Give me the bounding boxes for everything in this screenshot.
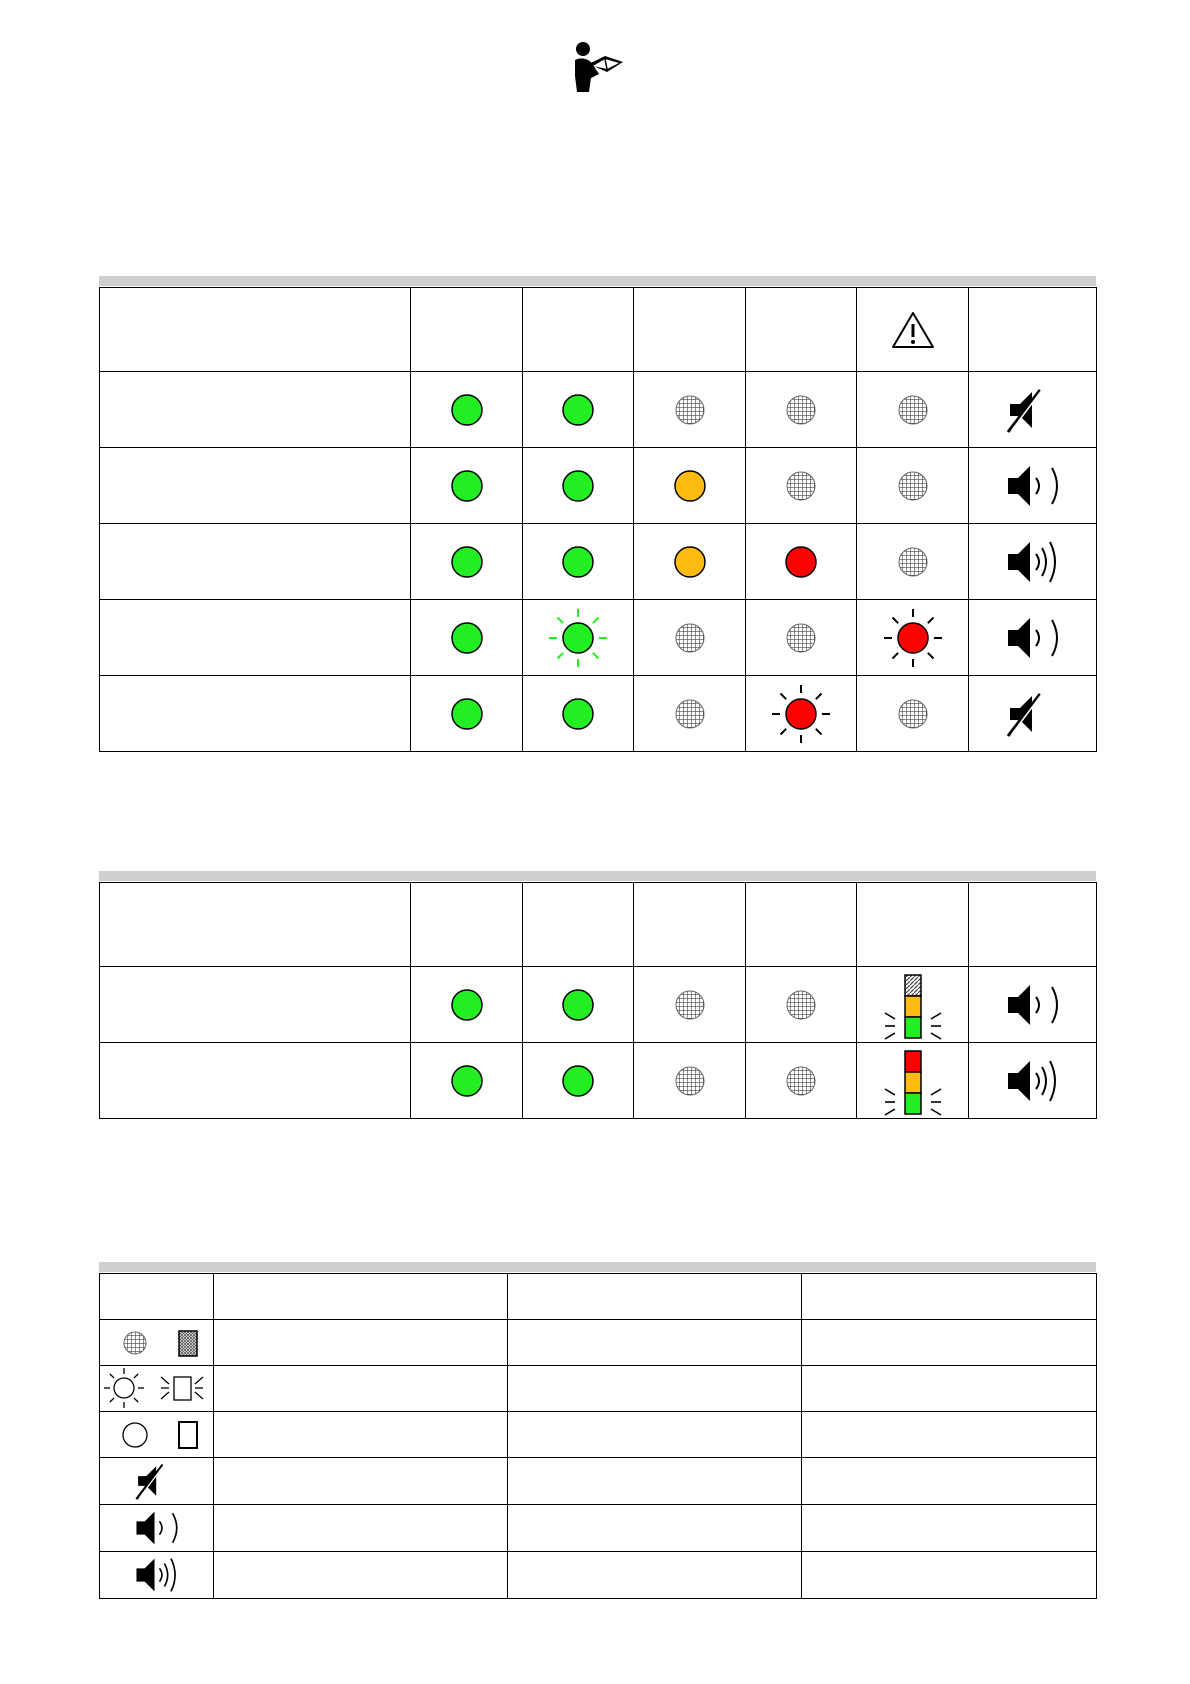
status-table-1 <box>99 287 1097 752</box>
lamp-off-icon <box>878 375 948 445</box>
speaker-one-wave-icon <box>127 1505 187 1551</box>
lamp-off-icon <box>655 603 725 673</box>
table2-cell <box>523 1043 634 1119</box>
legend-description-cell <box>508 1552 802 1599</box>
legend-description-cell <box>214 1505 508 1552</box>
legend-description-cell <box>508 1505 802 1552</box>
table1-header-bar <box>99 276 1096 286</box>
signal-tower-icon <box>878 969 948 1041</box>
table1-cell <box>746 600 857 676</box>
table1-row <box>100 600 1097 676</box>
table1-cell <box>969 372 1097 448</box>
table2-header-cell <box>969 883 1097 967</box>
table2-cell <box>857 1043 969 1119</box>
table1-cell <box>411 676 523 752</box>
legend-header-cell <box>100 1274 214 1320</box>
table1-row <box>100 448 1097 524</box>
speaker-two-waves-icon <box>998 1053 1068 1109</box>
lamp-off-icon <box>655 679 725 749</box>
table2-cell <box>857 967 969 1043</box>
legend-row <box>100 1458 1097 1505</box>
legend-row <box>100 1366 1097 1412</box>
table2-cell <box>746 1043 857 1119</box>
speaker-two-waves-icon <box>998 534 1068 590</box>
lamp-on-icon <box>432 375 502 445</box>
table2-cell <box>523 967 634 1043</box>
table1-header-row <box>100 288 1097 372</box>
lamp-on-icon <box>432 603 502 673</box>
table1-header-cell <box>523 288 634 372</box>
lamp-on-icon <box>432 1046 502 1116</box>
table1-row <box>100 524 1097 600</box>
table2-cell <box>411 1043 523 1119</box>
status-table-2 <box>99 882 1097 1119</box>
lamp-off-icon <box>878 451 948 521</box>
table2-header-cell <box>746 883 857 967</box>
table2-cell <box>411 967 523 1043</box>
lamp-on-icon <box>432 679 502 749</box>
table1-row <box>100 676 1097 752</box>
table2-header-bar <box>99 871 1096 881</box>
table1-header-label <box>100 288 411 372</box>
lamp-off-icon <box>878 679 948 749</box>
table1-cell <box>411 524 523 600</box>
table2-header-cell <box>523 883 634 967</box>
lamp-on-icon <box>655 527 725 597</box>
legend-header-cell <box>802 1274 1097 1320</box>
legend-description-cell <box>802 1505 1097 1552</box>
table1-header-cell <box>969 288 1097 372</box>
table1-cell <box>746 524 857 600</box>
legend-description-cell <box>508 1366 802 1412</box>
legend-description-cell <box>802 1320 1097 1366</box>
table1-cell <box>411 600 523 676</box>
table1-cell <box>523 676 634 752</box>
table2-header-label <box>100 883 411 967</box>
legend-symbol-cell <box>100 1412 214 1458</box>
table1-header-cell <box>634 288 746 372</box>
lamp-on-icon <box>766 527 836 597</box>
table1-cell <box>857 372 969 448</box>
table1-cell <box>523 448 634 524</box>
speaker-muted-icon <box>127 1458 187 1504</box>
table2-cell <box>969 1043 1097 1119</box>
legend-symbol-cell <box>100 1552 214 1599</box>
table2-header-cell <box>411 883 523 967</box>
table1-row-label <box>100 676 411 752</box>
lamp-off-icon <box>655 375 725 445</box>
legend-description-cell <box>802 1552 1097 1599</box>
table1-cell <box>969 448 1097 524</box>
legend-description-cell <box>214 1366 508 1412</box>
lamp-on-icon <box>543 451 613 521</box>
table1-cell <box>634 372 746 448</box>
table1-cell <box>411 372 523 448</box>
table2-row <box>100 967 1097 1043</box>
legend-description-cell <box>214 1458 508 1505</box>
legend-description-cell <box>214 1412 508 1458</box>
legend-description-cell <box>802 1366 1097 1412</box>
lamp-off-icon <box>766 375 836 445</box>
lamp-on-icon <box>655 451 725 521</box>
lamp-on-icon <box>543 375 613 445</box>
table1-cell <box>746 676 857 752</box>
legend-symbol-cell <box>100 1458 214 1505</box>
speaker-one-wave-icon <box>998 977 1068 1033</box>
lamp-on-icon <box>432 970 502 1040</box>
legend-row <box>100 1552 1097 1599</box>
lamp-on-icon <box>543 527 613 597</box>
table1-row-label <box>100 600 411 676</box>
legend-description-cell <box>508 1320 802 1366</box>
table1-row-label <box>100 448 411 524</box>
lamp-off-icon <box>766 451 836 521</box>
speaker-muted-icon <box>998 382 1068 438</box>
lamp-on-icon <box>432 527 502 597</box>
legend-symbol-cell <box>100 1366 214 1412</box>
table1-cell <box>857 448 969 524</box>
legend-blinking-icon <box>102 1368 212 1410</box>
table2-header-cell <box>634 883 746 967</box>
lamp-blinking-icon <box>878 603 948 673</box>
lamp-on-icon <box>543 1046 613 1116</box>
legend-steady-icon <box>107 1415 207 1455</box>
read-manual-icon <box>571 40 627 96</box>
table2-row-label <box>100 1043 411 1119</box>
lamp-off-icon <box>878 527 948 597</box>
table1-cell <box>523 600 634 676</box>
lamp-on-icon <box>543 970 613 1040</box>
speaker-one-wave-icon <box>998 458 1068 514</box>
lamp-blinking-icon <box>543 603 613 673</box>
legend-header-cell <box>214 1274 508 1320</box>
table2-cell <box>746 967 857 1043</box>
table2-header-cell <box>857 883 969 967</box>
legend-description-cell <box>508 1458 802 1505</box>
table1-cell <box>969 600 1097 676</box>
table1-cell <box>969 524 1097 600</box>
table1-row-label <box>100 524 411 600</box>
table1-cell <box>857 524 969 600</box>
legend-header-bar <box>99 1262 1096 1272</box>
table2-cell <box>634 1043 746 1119</box>
legend-description-cell <box>214 1552 508 1599</box>
table1-cell <box>634 600 746 676</box>
speaker-one-wave-icon <box>998 610 1068 666</box>
legend-header-cell <box>508 1274 802 1320</box>
table1-row-label <box>100 372 411 448</box>
speaker-two-waves-icon <box>127 1552 187 1598</box>
legend-table <box>99 1273 1097 1599</box>
table1-header-cell <box>857 288 969 372</box>
legend-off-icon <box>107 1323 207 1363</box>
table1-cell <box>746 448 857 524</box>
lamp-off-icon <box>766 603 836 673</box>
table1-header-cell <box>411 288 523 372</box>
legend-header-row <box>100 1274 1097 1320</box>
legend-description-cell <box>214 1320 508 1366</box>
table1-cell <box>857 676 969 752</box>
signal-tower-icon <box>878 1045 948 1117</box>
lamp-on-icon <box>432 451 502 521</box>
legend-description-cell <box>802 1412 1097 1458</box>
table2-row-label <box>100 967 411 1043</box>
lamp-off-icon <box>655 970 725 1040</box>
table1-cell <box>634 448 746 524</box>
lamp-blinking-icon <box>766 679 836 749</box>
lamp-off-icon <box>655 1046 725 1116</box>
legend-description-cell <box>802 1458 1097 1505</box>
table2-cell <box>634 967 746 1043</box>
legend-symbol-cell <box>100 1320 214 1366</box>
table1-row <box>100 372 1097 448</box>
legend-description-cell <box>508 1412 802 1458</box>
table1-cell <box>411 448 523 524</box>
table1-cell <box>857 600 969 676</box>
table1-cell <box>969 676 1097 752</box>
table1-header-cell <box>746 288 857 372</box>
table1-cell <box>523 524 634 600</box>
lamp-off-icon <box>766 1046 836 1116</box>
table1-cell <box>634 676 746 752</box>
speaker-muted-icon <box>998 686 1068 742</box>
lamp-off-icon <box>766 970 836 1040</box>
legend-row <box>100 1412 1097 1458</box>
table1-cell <box>746 372 857 448</box>
legend-row <box>100 1505 1097 1552</box>
lamp-on-icon <box>543 679 613 749</box>
table2-header-row <box>100 883 1097 967</box>
table2-cell <box>969 967 1097 1043</box>
table1-cell <box>634 524 746 600</box>
table1-cell <box>523 372 634 448</box>
warning-triangle-icon <box>890 310 936 350</box>
legend-row <box>100 1320 1097 1366</box>
table2-row <box>100 1043 1097 1119</box>
legend-symbol-cell <box>100 1505 214 1552</box>
